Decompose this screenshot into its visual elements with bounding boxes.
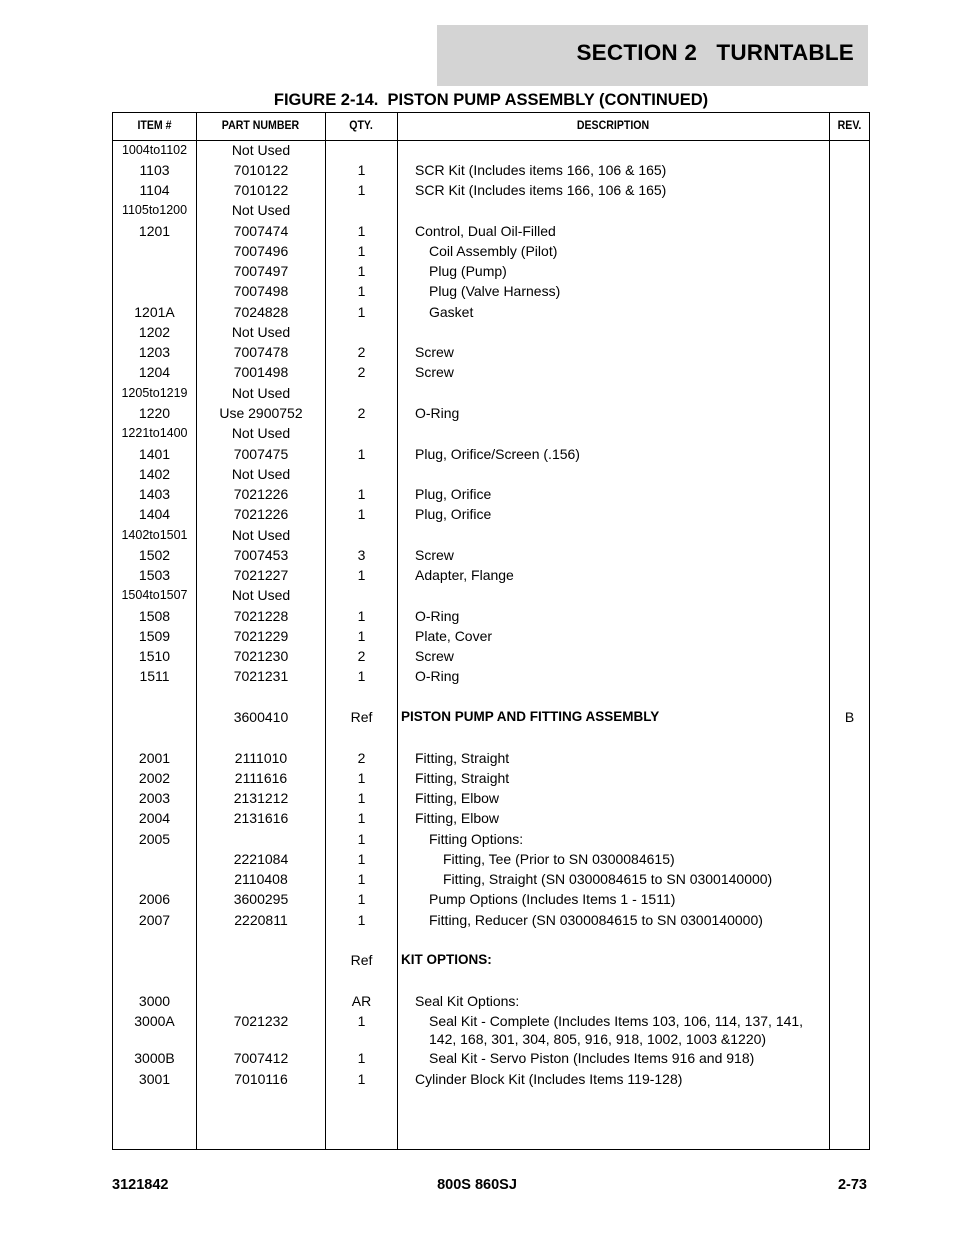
- part-number-cell: 7010116: [234, 1071, 288, 1087]
- part-number-cell: 2131616: [233, 810, 289, 826]
- description-cell: Screw: [415, 547, 454, 563]
- table-row: [113, 282, 869, 302]
- item-number-cell: 1401: [138, 446, 171, 462]
- part-number-cell: Use 2900752: [219, 405, 303, 421]
- part-number-cell: Not Used: [231, 385, 291, 401]
- qty-cell: 1: [357, 263, 366, 279]
- part-number-cell: Not Used: [231, 202, 291, 218]
- table-row: [113, 769, 869, 789]
- table-header: [113, 113, 869, 141]
- part-number-cell: 7007475: [233, 446, 289, 462]
- table-row: [113, 161, 869, 181]
- table-row: [113, 465, 869, 485]
- description-cell: Adapter, Flange: [415, 567, 514, 583]
- description-cell: O-Ring: [415, 405, 460, 421]
- table-row: [113, 262, 869, 282]
- qty-cell: 1: [357, 628, 366, 644]
- description-cell: Seal Kit - Servo Piston (Includes Items 916 and 918): [429, 1050, 755, 1066]
- qty-cell: 1: [357, 770, 366, 786]
- qty-cell: 1: [357, 1013, 366, 1029]
- item-number-cell: 1509: [138, 628, 171, 644]
- part-number-cell: 7007498: [233, 283, 289, 299]
- qty-cell: 3: [357, 547, 366, 563]
- table-row: [113, 911, 869, 931]
- item-number-cell: 1503: [138, 567, 171, 583]
- section-title: SECTION 2 TURNTABLE: [576, 40, 854, 65]
- part-number-cell: 7007474: [233, 223, 289, 239]
- part-number-cell: 7010122: [233, 182, 289, 198]
- table-row: [113, 303, 869, 323]
- table-row: [113, 1012, 869, 1047]
- table-row: [113, 445, 869, 465]
- description-cell: Fitting, Elbow: [415, 790, 500, 806]
- part-number-cell: Not Used: [231, 527, 291, 543]
- table-row: [113, 566, 869, 586]
- table-row: [113, 485, 869, 505]
- table-row: [113, 586, 869, 606]
- description-cell: Plate, Cover: [415, 628, 493, 644]
- item-number-cell: 3000A: [134, 1013, 175, 1029]
- item-number-cell: 2001: [138, 750, 171, 766]
- table-row: [113, 546, 869, 566]
- item-number-cell: 1508: [138, 608, 171, 624]
- description-cell: SCR Kit (Includes items 166, 106 & 165): [415, 162, 667, 178]
- item-number-cell: 1201A: [134, 304, 175, 320]
- qty-cell: 1: [357, 486, 366, 502]
- part-number-cell: 2220811: [234, 912, 288, 928]
- qty-cell: 1: [357, 831, 366, 847]
- table-row: [113, 627, 869, 647]
- qty-cell: 1: [357, 223, 366, 239]
- part-number-cell: 7007496: [233, 243, 289, 259]
- qty-cell: 1: [357, 912, 366, 928]
- description-cell: Control, Dual Oil-Filled: [415, 223, 556, 239]
- column-header-qty: QTY.: [349, 120, 373, 132]
- qty-cell: 1: [357, 182, 366, 198]
- table-row: [113, 1070, 869, 1090]
- qty-cell: 1: [357, 243, 366, 259]
- part-number-cell: 3600295: [233, 891, 289, 907]
- qty-cell: 1: [357, 891, 366, 907]
- part-number-cell: 7021226: [233, 486, 289, 502]
- description-cell: Screw: [415, 364, 454, 380]
- section-banner: [437, 25, 868, 86]
- description-cell: Pump Options (Includes Items 1 - 1511): [429, 891, 676, 907]
- table-row: [113, 242, 869, 262]
- item-number-cell: 2007: [138, 912, 171, 928]
- part-number-cell: 2110408: [234, 871, 288, 887]
- item-number-cell: 1004to1102: [121, 143, 188, 157]
- description-cell: Plug, Orifice: [415, 486, 492, 502]
- qty-cell: 2: [357, 648, 366, 664]
- description-cell: Plug, Orifice: [415, 506, 492, 522]
- item-number-cell: 2006: [138, 891, 171, 907]
- table-row: [113, 830, 869, 850]
- part-number-cell: 7007497: [233, 263, 289, 279]
- description-cell: Coil Assembly (Pilot): [429, 243, 558, 259]
- item-number-cell: 1104: [139, 182, 170, 198]
- description-cell: Fitting, Reducer (SN 0300084615 to SN 0300140000): [429, 912, 763, 928]
- qty-cell: 1: [357, 162, 366, 178]
- item-number-cell: 3000: [138, 993, 171, 1009]
- footer-doc-number: 3121842: [112, 1177, 169, 1193]
- footer-model: 800S 860SJ: [437, 1177, 517, 1193]
- description-cell: Screw: [415, 648, 454, 664]
- qty-cell: Ref: [350, 709, 373, 725]
- description-cell: Gasket: [429, 304, 474, 320]
- table-row: [113, 1049, 869, 1069]
- description-cell: Fitting, Straight: [415, 750, 510, 766]
- table-row: [113, 708, 869, 728]
- table-row: [113, 870, 869, 890]
- item-number-cell: 1105to1200: [121, 203, 188, 217]
- part-number-cell: 7021226: [233, 506, 289, 522]
- item-number-cell: 1201: [138, 223, 171, 239]
- part-number-cell: 7021229: [233, 628, 289, 644]
- item-number-cell: 1511: [139, 668, 170, 684]
- item-number-cell: 1202: [138, 324, 171, 340]
- part-number-cell: 7010122: [233, 162, 289, 178]
- part-number-cell: 2221084: [233, 851, 289, 867]
- qty-cell: 2: [357, 344, 366, 360]
- qty-cell: 2: [357, 405, 366, 421]
- qty-cell: 1: [357, 810, 366, 826]
- item-number-cell: 1221to1400: [121, 426, 188, 440]
- qty-cell: 1: [357, 608, 366, 624]
- table-row: [113, 850, 869, 870]
- description-cell: Cylinder Block Kit (Includes Items 119-128): [415, 1071, 683, 1087]
- item-number-cell: 1404: [138, 506, 171, 522]
- table-row: [113, 607, 869, 627]
- part-number-cell: 7021231: [233, 668, 289, 684]
- description-cell: Fitting, Straight: [415, 770, 510, 786]
- qty-cell: 1: [357, 446, 366, 462]
- table-row: [113, 222, 869, 242]
- table-row: [113, 404, 869, 424]
- footer-page-number: 2-73: [837, 1177, 867, 1193]
- table-row: [113, 141, 869, 161]
- qty-cell: 1: [357, 668, 366, 684]
- part-number-cell: 7021232: [233, 1013, 289, 1029]
- qty-cell: Ref: [350, 952, 373, 968]
- part-number-cell: 2111616: [234, 770, 288, 786]
- item-number-cell: 1402: [138, 466, 171, 482]
- qty-cell: 1: [357, 871, 366, 887]
- qty-cell: 2: [357, 750, 366, 766]
- description-cell: Plug (Valve Harness): [429, 283, 561, 299]
- qty-cell: 1: [357, 304, 366, 320]
- item-number-cell: 1502: [138, 547, 171, 563]
- item-number-cell: 1220: [138, 405, 171, 421]
- part-number-cell: 2131212: [233, 790, 289, 806]
- description-cell: O-Ring: [415, 608, 460, 624]
- item-number-cell: 1103: [139, 162, 170, 178]
- item-number-cell: 1402to1501: [121, 528, 188, 542]
- description-cell: Fitting Options:: [429, 831, 524, 847]
- part-number-cell: Not Used: [231, 425, 291, 441]
- table-row: [113, 323, 869, 343]
- table-row: [113, 181, 869, 201]
- part-number-cell: Not Used: [231, 142, 291, 158]
- description-cell: Fitting, Elbow: [415, 810, 500, 826]
- part-number-cell: Not Used: [231, 587, 291, 603]
- item-number-cell: 2004: [138, 810, 171, 826]
- description-cell: O-Ring: [415, 668, 460, 684]
- item-number-cell: 1504to1507: [121, 588, 188, 602]
- description-cell: Plug, Orifice/Screen (.156): [415, 446, 580, 462]
- part-number-cell: 7001498: [233, 364, 289, 380]
- table-row: [113, 526, 869, 546]
- item-number-cell: 2003: [138, 790, 171, 806]
- table-row: [113, 647, 869, 667]
- qty-cell: 1: [357, 283, 366, 299]
- qty-cell: 1: [357, 506, 366, 522]
- table-row: [113, 809, 869, 829]
- item-number-cell: 1205to1219: [121, 386, 188, 400]
- table-row: [113, 749, 869, 769]
- table-row: [113, 201, 869, 221]
- qty-cell: AR: [351, 993, 372, 1009]
- item-number-cell: 1204: [138, 364, 171, 380]
- table-row: [113, 363, 869, 383]
- column-header-description: DESCRIPTION: [576, 120, 650, 132]
- item-number-cell: 3000B: [134, 1050, 175, 1066]
- part-number-cell: 7007478: [233, 344, 289, 360]
- part-number-cell: 3600410: [233, 709, 289, 725]
- table-row: [113, 384, 869, 404]
- description-cell: Fitting, Tee (Prior to SN 0300084615): [443, 851, 675, 867]
- qty-cell: 1: [357, 1050, 366, 1066]
- table-row: [113, 890, 869, 910]
- description-cell: Plug (Pump): [429, 263, 507, 279]
- description-cell: KIT OPTIONS:: [401, 952, 492, 967]
- part-number-cell: 7007412: [233, 1050, 289, 1066]
- item-number-cell: 2002: [138, 770, 171, 786]
- item-number-cell: 3001: [138, 1071, 171, 1087]
- qty-cell: 1: [357, 851, 366, 867]
- qty-cell: 2: [357, 364, 366, 380]
- description-cell: Screw: [415, 344, 454, 360]
- table-row: [113, 789, 869, 809]
- part-number-cell: 2111010: [234, 750, 288, 766]
- column-header-item: ITEM #: [137, 120, 172, 132]
- column-header-rev: REV.: [837, 120, 862, 132]
- part-number-cell: Not Used: [231, 324, 291, 340]
- part-number-cell: Not Used: [231, 466, 291, 482]
- part-number-cell: 7007453: [233, 547, 289, 563]
- revision-cell: B: [844, 709, 855, 725]
- figure-title: FIGURE 2-14. PISTON PUMP ASSEMBLY (CONTINUED): [273, 91, 709, 109]
- qty-cell: 1: [357, 790, 366, 806]
- part-number-cell: 7021228: [233, 608, 289, 624]
- description-cell: PISTON PUMP AND FITTING ASSEMBLY: [401, 709, 660, 724]
- description-cell: SCR Kit (Includes items 166, 106 & 165): [415, 182, 667, 198]
- part-number-cell: 7024828: [233, 304, 289, 320]
- description-cell: Seal Kit Options:: [415, 993, 520, 1009]
- table-row: [113, 992, 869, 1012]
- item-number-cell: 1510: [138, 648, 171, 664]
- item-number-cell: 1203: [138, 344, 171, 360]
- part-number-cell: 7021227: [233, 567, 289, 583]
- parts-table: [112, 112, 870, 1150]
- item-number-cell: 2005: [138, 831, 171, 847]
- item-number-cell: 1403: [138, 486, 171, 502]
- table-row: [113, 424, 869, 444]
- table-row: [113, 951, 869, 971]
- table-row: [113, 667, 869, 687]
- table-row: [113, 505, 869, 525]
- description-cell: Seal Kit - Complete (Includes Items 103, 106, 114, 137, 141, 142, 168, 301, 304, 805, 916, 918, 1002, 1003 &1220): [429, 1013, 804, 1047]
- qty-cell: 1: [357, 567, 366, 583]
- column-header-part-number: PART NUMBER: [221, 120, 300, 132]
- qty-cell: 1: [357, 1071, 366, 1087]
- part-number-cell: 7021230: [233, 648, 289, 664]
- description-cell: Fitting, Straight (SN 0300084615 to SN 0300140000): [443, 871, 773, 887]
- table-row: [113, 343, 869, 363]
